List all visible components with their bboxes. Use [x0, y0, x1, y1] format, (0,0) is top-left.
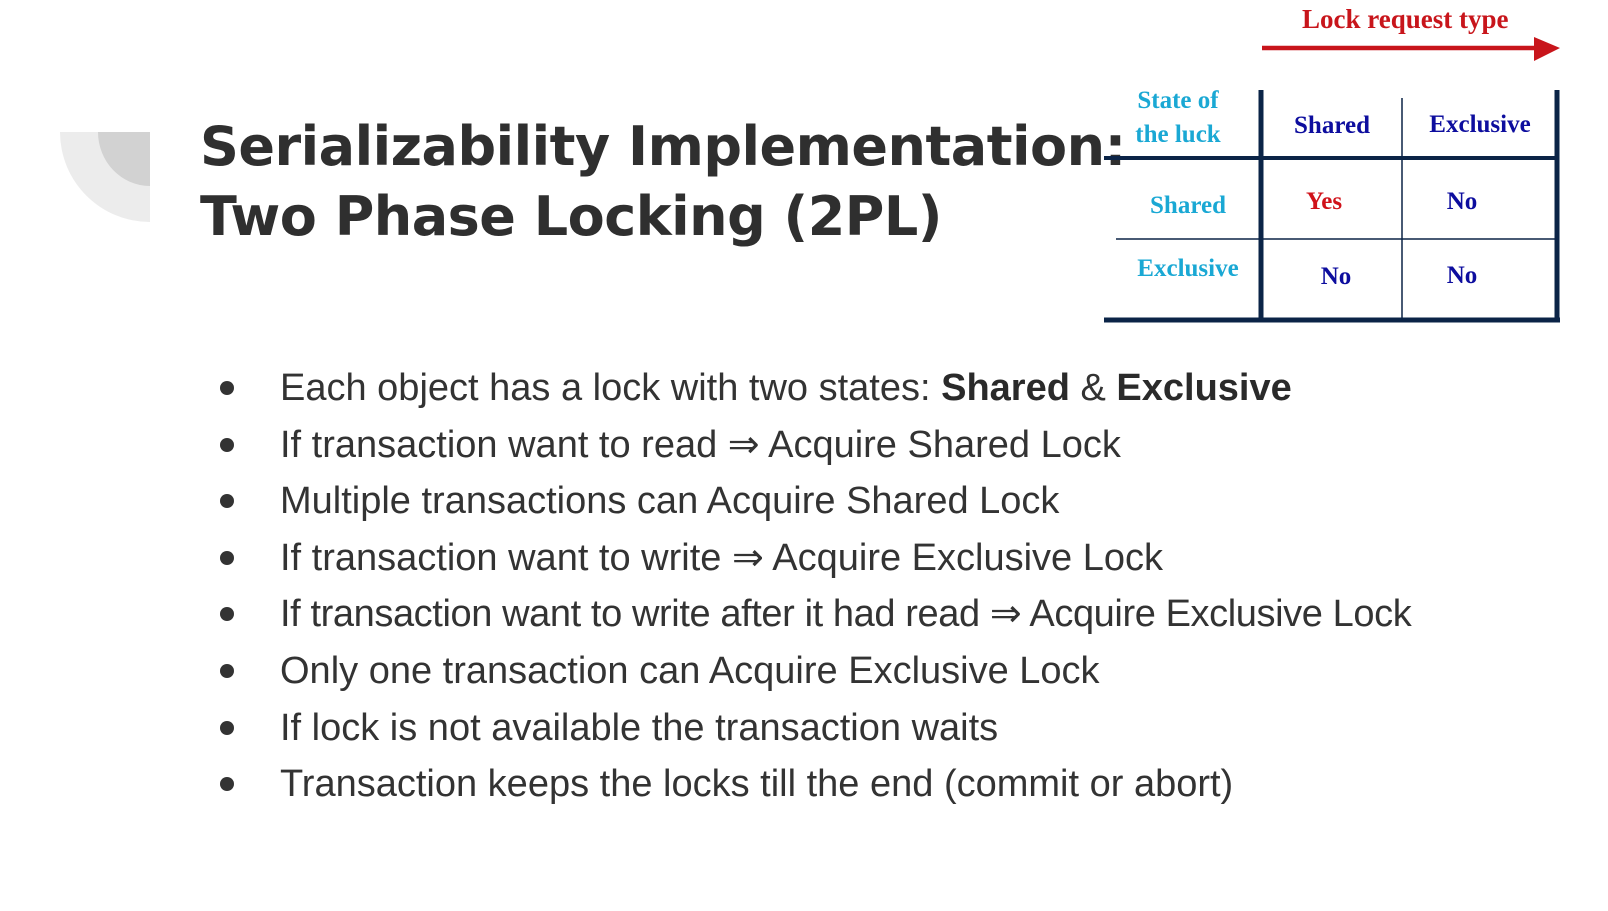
lock-request-type-label: Lock request type — [1302, 4, 1509, 34]
bullet-text: Only one transaction can Acquire Exclusive Lock — [280, 649, 1100, 692]
decorative-shape — [0, 0, 160, 230]
bullet-text: If transaction want to write after it had read ⇒ Acquire Exclusive Lock — [280, 593, 1412, 636]
bullet-text-shared: Shared — [941, 367, 1070, 409]
corner-line-2: the luck — [1135, 121, 1221, 148]
bullet-text-prefix: Each object has a lock with two states: — [280, 367, 942, 409]
cell-exclusive-exclusive: No — [1446, 262, 1478, 289]
bullet-icon — [220, 438, 234, 452]
col-header-shared: Shared — [1294, 112, 1370, 139]
bullet-icon — [220, 721, 234, 735]
bullet-text-exclusive: Exclusive — [1116, 367, 1292, 409]
row-header-exclusive: Exclusive — [1137, 255, 1239, 282]
bullet-text-amp: & — [1069, 367, 1117, 409]
title-line-1: Serializability Implementation: — [200, 115, 1126, 178]
bullet-icon — [220, 551, 234, 565]
bullet-icon — [220, 494, 234, 508]
lock-compatibility-table — [1102, 84, 1562, 324]
col-header-exclusive: Exclusive — [1429, 111, 1531, 138]
bullet-text: If lock is not available the transaction waits — [280, 706, 999, 749]
title-line-2: Two Phase Locking (2PL) — [200, 185, 942, 248]
bullet-icon — [220, 381, 234, 395]
bullet-text: If transaction want to write ⇒ Acquire Exclusive Lock — [280, 536, 1163, 579]
bullet-text: Transaction keeps the locks till the end (commit or abort) — [280, 763, 1234, 806]
bullet-text: If transaction want to read ⇒ Acquire Shared Lock — [280, 423, 1121, 466]
table-corner-header — [1108, 84, 1248, 152]
bullet-icon — [220, 607, 234, 621]
corner-line-1: State of — [1137, 87, 1219, 114]
right-arrow-icon — [1258, 36, 1564, 64]
bullet-text — [280, 360, 1292, 417]
bullet-text: Multiple transactions can Acquire Shared Lock — [280, 480, 1060, 523]
row-header-shared: Shared — [1150, 192, 1226, 219]
page-title — [200, 112, 1126, 252]
cell-shared-exclusive: No — [1446, 188, 1478, 215]
cell-exclusive-shared: No — [1320, 263, 1352, 290]
bullet-icon — [220, 777, 234, 791]
cell-shared-shared: Yes — [1305, 188, 1343, 215]
bullet-icon — [220, 664, 234, 678]
